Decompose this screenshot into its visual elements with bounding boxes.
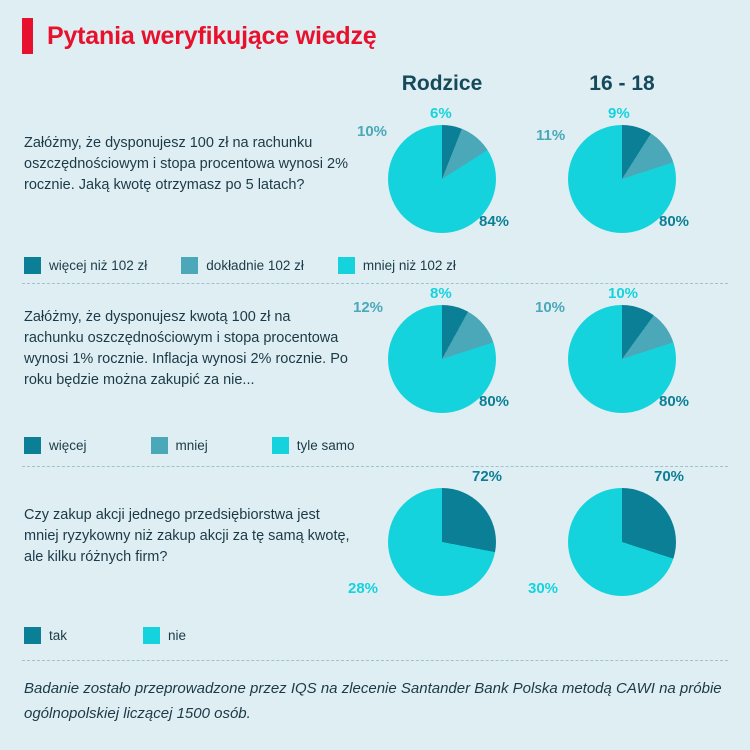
page-title: [22, 18, 376, 54]
pie-label-row1-teens-2: 11%: [536, 127, 566, 144]
row-divider-2: [22, 466, 728, 467]
legend-label: tyle samo: [296, 438, 355, 453]
pie-chart-row3-parents: [388, 488, 496, 596]
legend-row-2: [24, 437, 381, 454]
pie-label-row1-parents-3: 6%: [430, 105, 452, 122]
legend-item-row1-1: [24, 257, 147, 274]
pie-label-row1-parents-2: 10%: [357, 123, 388, 140]
chart-row-3: [0, 468, 750, 643]
legend-row-3: [24, 627, 212, 644]
legend-item-row3-2: [143, 627, 186, 644]
row-divider-1: [22, 283, 728, 284]
legend-label: mniej: [175, 438, 208, 453]
pie-label-row3-parents-2: 28%: [348, 580, 379, 597]
legend-row-1: [24, 257, 482, 274]
pie-label-row2-teens-2: 10%: [535, 299, 566, 316]
legend-swatch-icon: [181, 257, 198, 274]
pie-label-row1-teens-1: 80%: [659, 213, 690, 230]
column-header-teens: 16 - 18: [589, 72, 655, 95]
legend-item-row2-2: [151, 437, 208, 454]
question-text-1: Załóżmy, że dysponujesz 100 zł na rachunku oszczędnościowym i stopa procentowa wynosi 2% rocznie. Jaką kwotę otrzymasz po 5 latach?: [24, 135, 348, 193]
legend-label: nie: [168, 628, 187, 643]
legend-swatch-icon: [272, 437, 289, 454]
legend-swatch-icon: [24, 437, 41, 454]
pie-label-row1-parents-1: 84%: [479, 213, 510, 230]
legend-swatch-icon: [151, 437, 168, 454]
pie-label-row2-parents-2: 12%: [353, 299, 384, 316]
legend-label: więcej: [49, 438, 87, 453]
legend-item-row2-3: [272, 437, 355, 454]
legend-label: mniej niż 102 zł: [362, 258, 456, 273]
title-text: Pytania weryfikujące wiedzę: [47, 21, 377, 50]
legend-label: więcej niż 102 zł: [49, 258, 148, 273]
column-header-parents: Rodzice: [401, 72, 483, 95]
pie-label-row3-parents-1: 72%: [472, 468, 503, 485]
question-text-2: Załóżmy, że dysponujesz kwotą 100 zł na rachunku oszczędnościowym i stopa procentowa wynosi 1% rocznie. Inflacja wynosi 2% rocznie. Po roku będzie można zakupić za nie...: [24, 309, 348, 388]
legend-item-row1-3: [338, 257, 456, 274]
chart-row-2: [0, 285, 750, 460]
legend-item-row1-2: [181, 257, 304, 274]
legend-swatch-icon: [143, 627, 160, 644]
pie-chart-row3-teens: [568, 488, 676, 596]
legend-item-row3-1: [24, 627, 67, 644]
row-divider-3: [22, 660, 728, 661]
pie-label-row3-teens-2: 30%: [528, 580, 559, 597]
legend-label: dokładnie 102 zł: [206, 258, 304, 273]
legend-item-row2-1: [24, 437, 87, 454]
pie-label-row2-parents-3: 8%: [430, 285, 452, 302]
pie-label-row2-teens-3: 10%: [608, 285, 639, 302]
legend-label: tak: [49, 628, 68, 643]
title-accent-bar: [22, 18, 33, 54]
pie-label-row2-teens-1: 80%: [659, 393, 690, 410]
pie-label-row2-parents-1: 80%: [479, 393, 510, 410]
pie-label-row1-teens-3: 9%: [608, 105, 630, 122]
legend-swatch-icon: [24, 627, 41, 644]
pie-label-row3-teens-1: 70%: [654, 468, 685, 485]
legend-swatch-icon: [24, 257, 41, 274]
footer-note: Badanie zostało przeprowadzone przez IQS na zlecenie Santander Bank Polska metodą CAWI na próbie ogólnopolskiej liczącej 1500 osób.: [24, 680, 722, 722]
question-text-3: Czy zakup akcji jednego przedsiębiorstwa jest mniej ryzykowny niż zakup akcji za tę samą kwotę, ale kilku różnych firm?: [24, 507, 350, 565]
chart-row-1: [0, 105, 750, 280]
legend-swatch-icon: [338, 257, 355, 274]
